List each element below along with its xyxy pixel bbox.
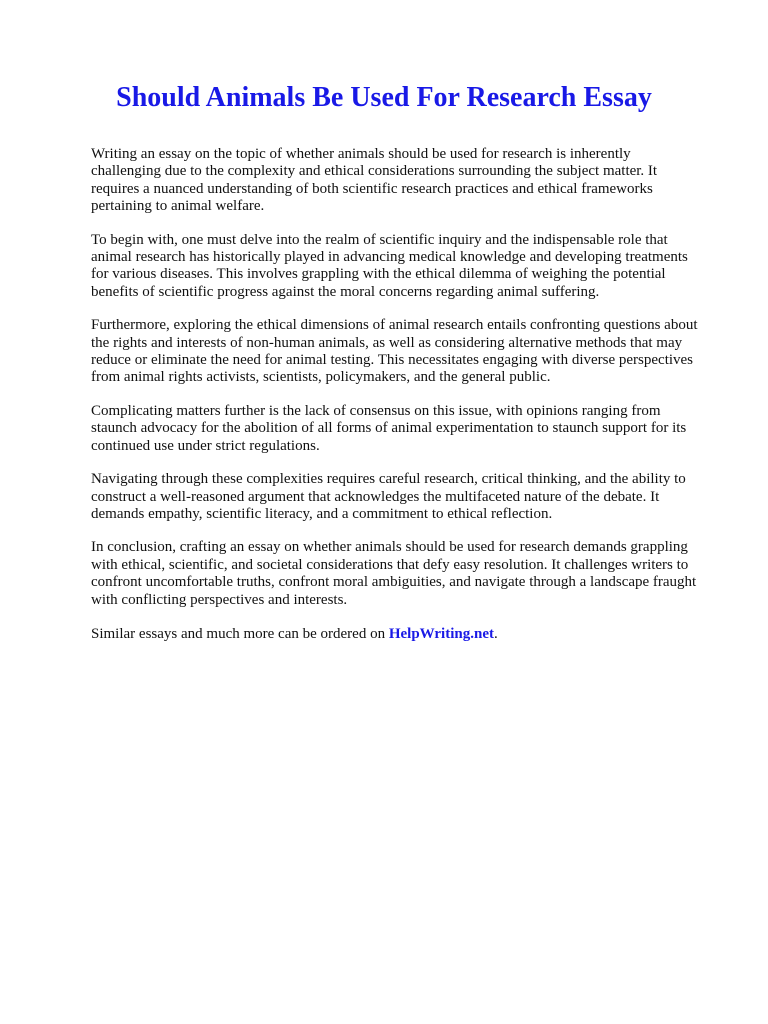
paragraph-6 bbox=[91, 539, 731, 609]
paragraph-line: staunch advocacy for the abolition of all forms of animal experimentation to staunch support for its bbox=[91, 420, 687, 437]
paragraph-line: benefits of scientific progress against the moral concerns regarding animal suffering. bbox=[91, 283, 600, 300]
paragraph-line: reduce or eliminate the need for animal testing. This necessitates engaging with diverse perspectives bbox=[91, 352, 694, 369]
paragraph-line: animal research has historically played in advancing medical knowledge and developing treatments bbox=[91, 249, 688, 266]
paragraph-line: with ethical, scientific, and societal considerations that defy easy resolution. It challenges writers to bbox=[91, 556, 689, 573]
footer-text: Similar essays and much more can be ordered on bbox=[91, 625, 389, 642]
paragraph-line: confront uncomfortable truths, confront moral ambiguities, and navigate through a landscape fraught bbox=[91, 574, 697, 591]
document-title: Should Animals Be Used For Research Essay bbox=[116, 82, 652, 113]
paragraph-1 bbox=[91, 146, 731, 216]
paragraph-line: with conflicting perspectives and interests. bbox=[91, 591, 348, 608]
paragraph-5 bbox=[91, 471, 731, 523]
paragraph-line: construct a well-reasoned argument that acknowledges the multifaceted nature of the debate. It bbox=[91, 488, 660, 505]
paragraph-line: Complicating matters further is the lack of consensus on this issue, with opinions ranging from bbox=[91, 402, 661, 419]
paragraph-line: continued use under strict regulations. bbox=[91, 437, 320, 454]
paragraph-line: the rights and interests of non-human animals, as well as considering alternative methods that may bbox=[91, 334, 683, 351]
paragraph-line: for various diseases. This involves grappling with the ethical dilemma of weighing the potential bbox=[91, 266, 666, 283]
paragraph-line: pertaining to animal welfare. bbox=[91, 198, 265, 215]
footer-suffix: . bbox=[493, 625, 498, 642]
document-body bbox=[91, 146, 731, 643]
paragraph-list bbox=[91, 146, 731, 609]
paragraph-line: In conclusion, crafting an essay on whether animals should be used for research demands grappling bbox=[91, 539, 688, 556]
paragraph-line: requires a nuanced understanding of both scientific research practices and ethical frameworks bbox=[91, 180, 653, 197]
paragraph-line: Navigating through these complexities requires careful research, critical thinking, and the ability to bbox=[91, 471, 686, 488]
paragraph-3 bbox=[91, 317, 731, 387]
paragraph-4 bbox=[91, 403, 731, 455]
paragraph-line: To begin with, one must delve into the realm of scientific inquiry and the indispensable role that bbox=[91, 231, 668, 248]
helpwriting-link[interactable]: HelpWriting.net bbox=[388, 625, 494, 642]
footer-line bbox=[91, 625, 731, 643]
paragraph-line: Furthermore, exploring the ethical dimensions of animal research entails confronting questions about bbox=[91, 317, 698, 334]
paragraph-line: demands empathy, scientific literacy, and a commitment to ethical reflection. bbox=[91, 505, 553, 522]
paragraph-2 bbox=[91, 232, 731, 302]
paragraph-line: challenging due to the complexity and ethical considerations surrounding the subject matter. It bbox=[91, 163, 658, 180]
paragraph-line: Writing an essay on the topic of whether animals should be used for research is inherently bbox=[91, 146, 631, 162]
paragraph-line: from animal rights activists, scientists, policymakers, and the general public. bbox=[91, 369, 551, 386]
